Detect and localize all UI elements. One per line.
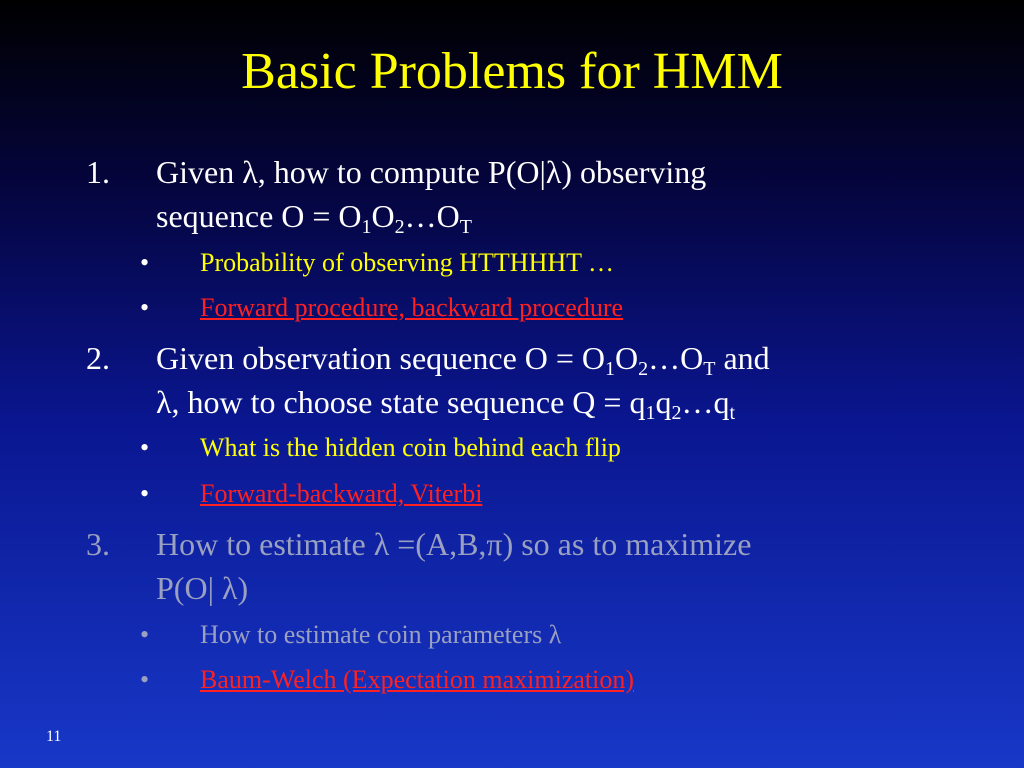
bullet-symbol: • bbox=[140, 433, 150, 462]
problem-1 bbox=[86, 150, 966, 238]
slide-number: 11 bbox=[46, 728, 62, 745]
problem-3 bbox=[86, 522, 966, 610]
bullet-symbol: • bbox=[140, 293, 150, 322]
problem-3-bullet-2[interactable] bbox=[140, 663, 960, 697]
problem-1-number: 1. bbox=[86, 154, 110, 190]
problem-2-line-1: Given observation sequence $O = O_1O_2\dots O_T$ and bbox=[156, 340, 770, 380]
problem-2-number: 2. bbox=[86, 340, 110, 376]
problem-2 bbox=[86, 336, 966, 424]
bullet-symbol: • bbox=[140, 248, 150, 277]
problem-2-line-2: λ, how to choose state sequence $Q = q_1q_2\dots q_t$ bbox=[156, 384, 735, 424]
bullet-symbol: • bbox=[140, 479, 150, 508]
problem-2-bullet-2[interactable] bbox=[140, 477, 960, 511]
problem-1-line-2: sequence $O = O_1O_2\dots O_T$ bbox=[156, 198, 472, 238]
problem-2-bullet-1: • What is the hidden coin behind each flip bbox=[140, 431, 960, 465]
problem-1-line-1: Given λ, how to compute P(O|λ) observing bbox=[156, 154, 707, 190]
forward-backward-viterbi-link[interactable]: Forward-backward, Viterbi bbox=[200, 479, 483, 508]
bullet-symbol: • bbox=[140, 620, 150, 649]
bullet-symbol: • bbox=[140, 665, 150, 694]
baum-welch-link[interactable]: Baum-Welch (Expectation maximization) bbox=[200, 665, 634, 694]
forward-backward-procedure-link[interactable]: Forward procedure, backward procedure bbox=[200, 293, 624, 322]
problem-3-bullet-1: • How to estimate coin parameters λ bbox=[140, 618, 960, 652]
problem-3-line-1: How to estimate λ =(A,B,π) so as to maximize bbox=[156, 526, 752, 562]
problem-3-number: 3. bbox=[86, 526, 110, 562]
problem-1-bullet-1: • Probability of observing HTTHHHT … bbox=[140, 246, 960, 280]
problem-3-line-2: P(O| λ) bbox=[156, 570, 249, 606]
problem-1-bullet-2[interactable] bbox=[140, 291, 960, 325]
slide-title: Basic Problems for HMM bbox=[241, 43, 783, 100]
